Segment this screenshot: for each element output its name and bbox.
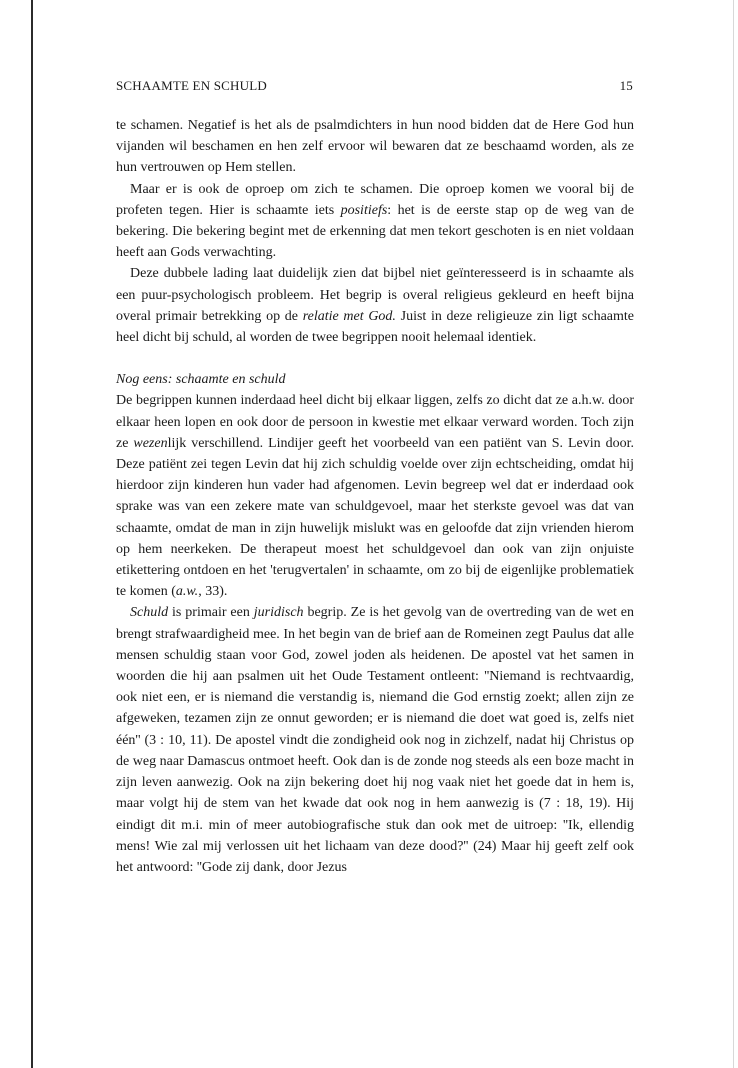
emphasis-juridisch: juridisch — [253, 605, 304, 621]
section-subheading: Nog eens: schaamte en schuld — [116, 372, 286, 388]
paragraph-3-text-b: Juist in deze religieuze zin ligt schaamte heel dicht bij schuld, al worden de twee begrippen nooit helemaal identiek. — [116, 308, 634, 346]
paragraph-3 — [116, 263, 634, 348]
paragraph-2-text-b: : het is de eerste stap op de weg van de bekering. Die bekering begint met de erkenning dat men tekort geschoten is en niet voldaan heeft aan Gods verwachting. — [116, 202, 634, 261]
paragraph-2-text-a: Maar er is ook de oproep om zich te schamen. Die oproep komen we vooral bij de profeten tegen. Hier is schaamte iets — [116, 181, 634, 218]
emphasis-wezen: wezen — [133, 435, 168, 451]
page-number: 15 — [619, 78, 633, 93]
paragraph-5-text-a: is primair een — [168, 605, 254, 621]
paragraph-1: te schamen. Negatief is het als de psalmdichters in hun nood bidden dat de Here God hun vijanden wil beschamen en hen zelf ervoor wil bewaren dat ze beschaamd worden, als ze hun vertrouwen op Hem stellen. — [116, 118, 634, 176]
paragraph-3-text-a: Deze dubbele lading laat duidelijk zien dat bijbel niet geïnteresseerd is in schaamte als een puur-psychologisch probleem. Het begrip is overal religieus gekleurd en heeft bijna overal primair betrekking op de — [116, 266, 634, 324]
emphasis-schuld: Schuld — [130, 605, 169, 621]
paragraph-4-text-a: De begrippen kunnen inderdaad heel dicht bij elkaar liggen, zelfs zo dicht dat ze a.h.w. door elkaar heen lopen en ook door de persoon in kwestie met elkaar verward worden. Toch zijn ze — [116, 393, 634, 451]
emphasis-positiefs: positiefs — [340, 202, 388, 218]
emphasis-aw: a.w. — [175, 584, 199, 600]
page-left-edge — [31, 0, 33, 1068]
paragraph-2 — [116, 179, 634, 264]
page-right-edge — [733, 0, 734, 1068]
running-title: SCHAAMTE EN SCHULD — [116, 78, 267, 93]
paragraph-4-text-b: lijk verschillend. Lindijer geeft het voorbeeld van een patiënt van S. Levin door. Deze patiënt zei tegen Levin dat hij zich schuldig voelde over zijn echtscheiding, omdat hij hierdoor zijn kinderen hun vader had afgenomen. Levin begreep wel dat er inderdaad ook sprake was van een zekere mate van schuldgevoel, maar het sterkste gevoel was dat van schaamte, omdat de man in zijn huwelijk mislukt was en geloofde dat zijn vrienden hierom op hem neerkeken. De therapeut moest het schuldgevoel dan ook van zijn onjuiste etikettering ontdoen en het 'terugvertalen' in schaamte, om zo bij de eigenlijke problematiek te komen ( — [116, 435, 634, 600]
body-text — [116, 115, 634, 878]
paragraph-5 — [116, 602, 634, 878]
paragraph-4 — [116, 390, 634, 602]
paragraph-5-text-b: begrip. Ze is het gevolg van de overtreding van de wet en brengt strafwaardigheid mee. In het begin van de brief aan de Romeinen zegt Paulus dat alle mensen schuldig staan voor God, zowel joden als heidenen. De apostel vat het samen in woorden die hij aan psalmen uit het Oude Testament ontleent: ''Niemand is rechtvaardig, ook niet een, er is niemand die verstandig is, niemand die God ernstig zoekt; allen zijn ze afgeweken, tezamen zijn ze onnut geworden; er is niemand die doet wat goed is, zelfs niet één'' (3 : 10, 11). De apostel vindt die zondigheid ook nog in zichzelf, nadat hij Christus op de weg naar Damascus ontmoet heeft. Ook dan is de zonde nog steeds als een boze macht in zijn leven aanwezig. Ook na zijn bekering doet hij nog vaak niet het goede dat in hem is, maar volgt hij de stem van het kwade dat ook nog in hem aanwezig is (7 : 18, 19). Hij eindigt dit m.i. min of meer autobiografische stuk dan ook met de uitroep: ''Ik, ellendig mens! Wie zal mij verlossen uit het lichaam van deze dood?'' (24) Maar hij geeft zelf ook het antwoord: ''Gode zij dank, door Jezus — [116, 605, 634, 875]
emphasis-relatie-met-god: relatie met God. — [302, 308, 396, 324]
paragraph-4-text-c: , 33). — [198, 584, 228, 600]
